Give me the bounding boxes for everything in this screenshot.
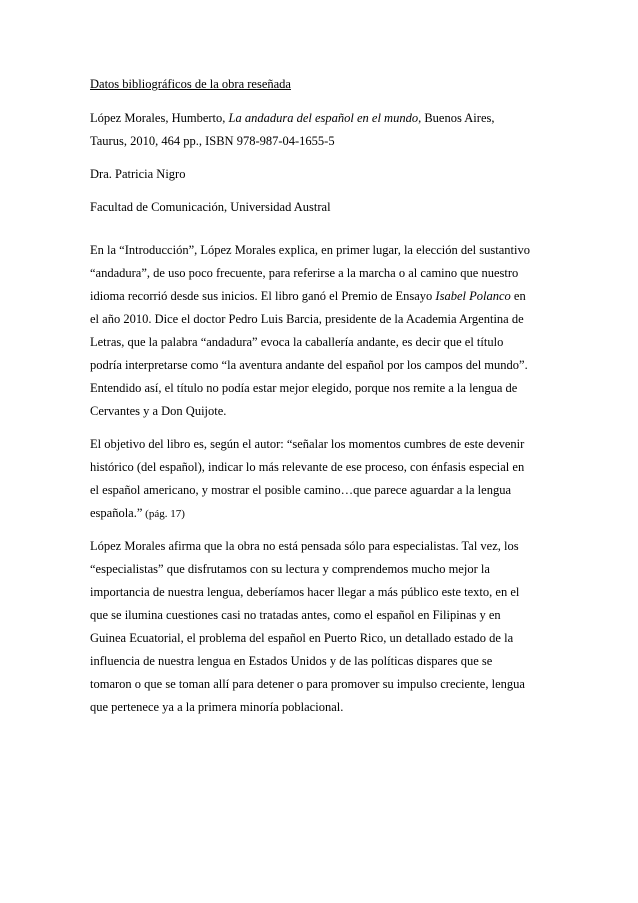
p3-line: “especialistas” que disfrutamos con su lectura y comprendemos mucho mejor la [90, 562, 490, 576]
p1-line: podría interpretarse como “la aventura andante del español por los campos del mundo”. [90, 358, 528, 372]
citation-publisher: , Buenos Aires, [418, 111, 495, 125]
p1-line: el año 2010. Dice el doctor Pedro Luis Barcia, presidente de la Academia Argentina de [90, 312, 524, 326]
p3-line: López Morales afirma que la obra no está pensada sólo para especialistas. Tal vez, los [90, 539, 519, 553]
citation-author: López Morales, Humberto, [90, 111, 229, 125]
p3-line: tomaron o que se toman allí para detener o para promover su impulso creciente, lengua [90, 677, 525, 691]
p3-line: importancia de nuestra lengua, deberíamos hacer llegar a más público este texto, en el [90, 585, 520, 599]
p3-line: que se ilumina cuestiones casi no tratadas antes, como el español en Filipinas y en [90, 608, 501, 622]
p2-line [90, 505, 185, 522]
p2-line: El objetivo del libro es, según el autor: “señalar los momentos cumbres de este devenir [90, 437, 525, 451]
quote-end: española.” [90, 506, 143, 520]
p2-line: el español americano, y mostrar el posible camino…que parece aguardar a la lengua [90, 483, 511, 497]
citation-line-1 [90, 110, 494, 126]
prize-name: Isabel Polanco [435, 289, 511, 303]
citation-line-2: Taurus, 2010, 464 pp., ISBN 978-987-04-1655-5 [90, 134, 335, 148]
p3-line: influencia de nuestra lengua en Estados Unidos y de las políticas dispares que se [90, 654, 493, 668]
p1-line: “andadura”, de uso poco frecuente, para referirse a la marcha o al camino que nuestro [90, 266, 519, 280]
p3-line: Guinea Ecuatorial, el problema del español en Puerto Rico, un detallado estado de la [90, 631, 514, 645]
reviewer-affiliation: Facultad de Comunicación, Universidad Austral [90, 200, 331, 214]
bibliographic-heading: Datos bibliográficos de la obra reseñada [90, 77, 291, 91]
citation-book-title: La andadura del español en el mundo [228, 111, 419, 125]
p1-line: En la “Introducción”, López Morales explica, en primer lugar, la elección del sustantivo [90, 243, 530, 257]
p1-line: Letras, que la palabra “andadura” evoca la caballería andante, es decir que el título [90, 335, 504, 349]
p3-line: que pertenece ya a la primera minoría poblacional. [90, 700, 344, 714]
p1-line [90, 288, 526, 304]
p2-line: histórico (del español), indicar lo más relevante de ese proceso, con énfasis especial en [90, 460, 525, 474]
p1-line: Entendido así, el título no podía estar mejor elegido, porque nos remite a la lengua de [90, 381, 518, 395]
page-reference: (pág. 17) [142, 508, 185, 520]
p1-line: Cervantes y a Don Quijote. [90, 404, 227, 418]
p1-line3-text: idioma recorrió desde sus inicios. El libro ganó el Premio de Ensayo [90, 289, 436, 303]
p1-line3-end: en [510, 289, 526, 303]
reviewer-name: Dra. Patricia Nigro [90, 167, 186, 181]
